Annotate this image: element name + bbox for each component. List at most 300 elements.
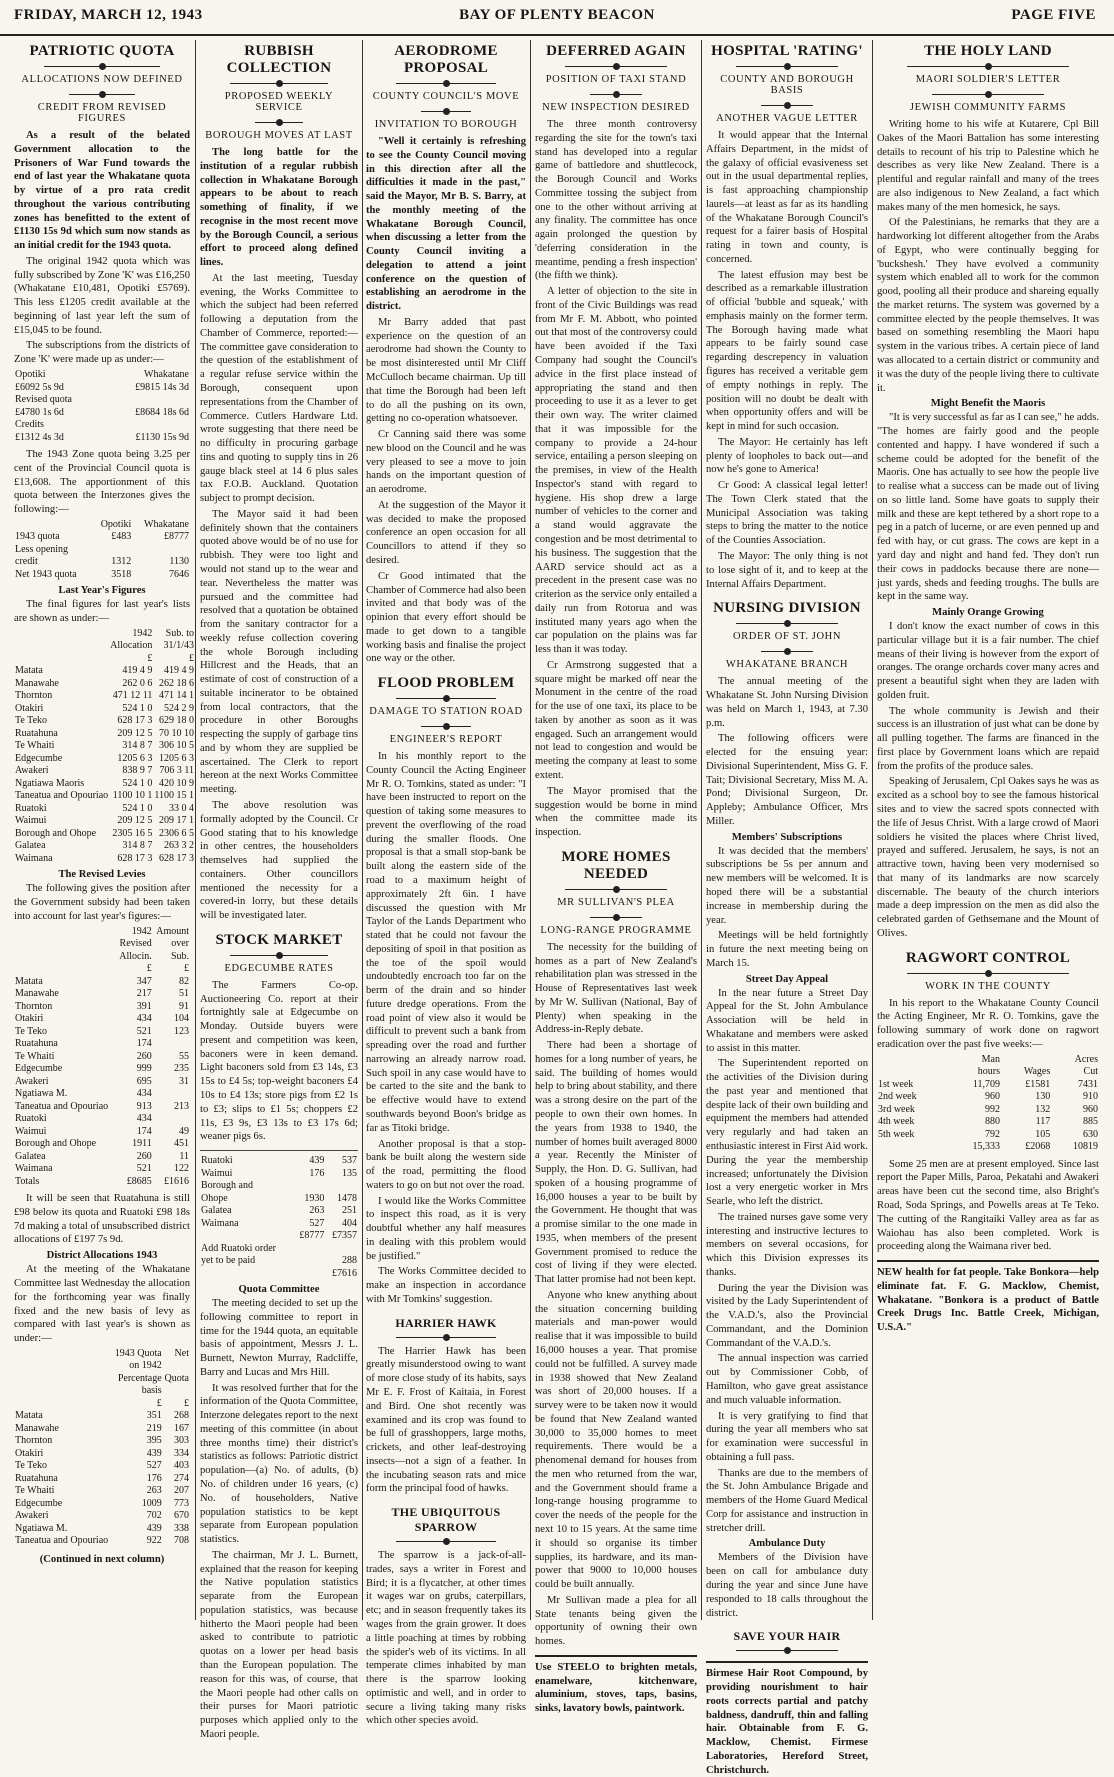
- table-row: [14, 640, 195, 653]
- table-row: [14, 432, 190, 445]
- headline: AERODROME PROPOSAL: [394, 43, 498, 76]
- table-cell: Borough and Ohope: [15, 1138, 97, 1150]
- table-cell: Thornton: [15, 1000, 53, 1012]
- table-cell: 123: [174, 1025, 189, 1037]
- table-cell: 3518: [111, 568, 132, 580]
- table-cell: [106, 394, 190, 407]
- table-cell: 49: [179, 1125, 189, 1137]
- section-subhead: Last Year's Figures: [58, 585, 146, 597]
- table-cell: 10819: [1073, 1141, 1098, 1153]
- headline: NURSING DIVISION: [713, 600, 861, 617]
- table-row: [200, 1255, 358, 1268]
- table-cell: 268: [174, 1410, 189, 1422]
- table-cell: [153, 1038, 190, 1051]
- table-cell: 521: [136, 1163, 152, 1175]
- table-row: [14, 690, 195, 703]
- table-cell: [14, 1360, 112, 1373]
- paragraph: The Mayor said it had been definitely shown that the containers quoted above would be of no use for rubbish. They were too light and would not stand up to the wear and tear. Nevertheless the matter was pursued and the committee had resolved that a quotation be obtained from the sanitary contractor for a weekly refuse collection covering the whole Borough including Hillcrest and the Heads, that an estimate of cost of construction of a suitable incinerator to be obtained from local contractors, that the procedure in other Boroughs respecting the supply of garbage tins and by whom they are supplied be ascertained. The Clerk to report hereon at the next Works Committee meeting.: [200, 508, 358, 796]
- table-cell: 1st week: [878, 1078, 914, 1090]
- data-table: [14, 519, 190, 582]
- table-cell: £: [184, 1397, 189, 1409]
- table-cell: 524 1 0: [122, 777, 153, 789]
- table-cell: 105: [1035, 1128, 1051, 1140]
- table-cell: 838 9 7: [122, 765, 153, 777]
- table-cell: 434: [136, 1013, 152, 1025]
- paragraph: Cr Armstrong suggested that a square might be marked off near the Monument in the centre of the road for the use of one taxi, its place to be taken by another as soon as it was engaged. Such an arrangement would not lead to congestion and would be meeting the company at least to some extent.: [535, 659, 697, 781]
- subheading-secondary: INVITATION TO BOROUGH: [374, 119, 518, 130]
- table-row: [877, 1116, 1099, 1129]
- table-cell: Ruatoki: [201, 1155, 233, 1167]
- table-row: [14, 1051, 190, 1064]
- table-cell: 1942: [132, 627, 153, 639]
- article: [366, 672, 526, 1307]
- paragraph: The Works Committee decided to make an inspection in accordance with Mr Tomkins' suggestion.: [366, 1266, 526, 1305]
- table-cell: 395: [146, 1435, 162, 1447]
- table-cell: 306 10 5: [159, 740, 195, 752]
- article: [706, 40, 868, 591]
- table-cell: 628 17 3: [117, 852, 153, 864]
- table-cell: 132: [1035, 1103, 1051, 1115]
- table-cell: £9815 14s 3d: [135, 381, 189, 393]
- rule-ornament: [396, 1537, 496, 1546]
- table-cell: 11: [179, 1150, 189, 1162]
- table-cell: Totals: [15, 1175, 40, 1187]
- table-row: [14, 569, 190, 582]
- table-cell: [877, 1141, 949, 1154]
- table-cell: 471 14 1: [159, 690, 195, 702]
- table-cell: Sub. to: [165, 627, 195, 639]
- table-cell: 174: [136, 1038, 152, 1050]
- table-cell: 403: [174, 1460, 189, 1472]
- table-cell: 1130: [169, 556, 189, 568]
- headline: DEFERRED AGAIN: [546, 43, 686, 59]
- table-cell: Te Whaiti: [15, 740, 55, 752]
- rule-ornament: [565, 62, 667, 71]
- table-cell: Add Ruatoki order: [201, 1242, 276, 1254]
- table-row: [877, 1079, 1099, 1092]
- table-cell: 31/1/43: [163, 640, 195, 652]
- table-cell: Quota: [164, 1372, 189, 1384]
- table-cell: Manawahe: [15, 988, 59, 1000]
- article: [200, 40, 358, 923]
- paragraph: Another proposal is that a stop-bank be built along the western side of the road, permitting the flood waters to go on but not over the road.: [366, 1138, 526, 1191]
- headline: HARRIER HAWK: [395, 1315, 497, 1330]
- table-cell: 217: [136, 988, 152, 1000]
- paragraph: Speaking of Jerusalem, Cpl Oakes says he was as excited as a school boy to see the famous historical sites and to view the sacred spots connected with the life of Jesus Christ. With a large crowd of Maori soldiers he visited the places where Christ lived, prayed and suffered. Jerusalem, he says, is not an attractive town, having been very modernised so that many of its landmarks are now scarcely discernable. The beauty of the church interiors made a deep impression on the men as did also the celebrated garden of Gethsemane and the Mount of Olives.: [877, 776, 1099, 939]
- column-6: [877, 40, 1099, 1622]
- table-cell: [325, 1243, 358, 1256]
- data-table: [14, 926, 190, 1189]
- table-cell: 913: [136, 1100, 152, 1112]
- paragraph: Mr Barry added that past experience on the question of an aerodrome had shown the County to be most disinterested until Mr Cliff McCulloch became chairman. Up till that time the Borough had been left to do all the pushing on its own, getting no co-operation whatsoever.: [366, 316, 526, 425]
- table-cell: 7646: [169, 568, 189, 580]
- table-cell: Thornton: [15, 1435, 53, 1447]
- table-cell: 1930: [304, 1192, 325, 1204]
- paragraph: I would like the Works Committee to inspect this road, as it is very doubtful whether any half measures in dealing with this problem would be justified.": [366, 1195, 526, 1262]
- table-cell: Thornton: [15, 690, 53, 702]
- table-cell: £4780 1s 6d: [15, 406, 64, 418]
- paragraph: In his monthly report to the County Council the Acting Engineer Mr R. O. Tomkins, stated as under: "I have been instructed to report on the question of taking some measures to prevent the overflowing of the road during the smaller floods. One proposal is that a small stop-bank be built along the eastern side of the road to a maximum height of approximately 2ft 6in. I have discussed the question with Mr Taylor of the Lands Department who stated that he could not favour the depositing of spoil in that position as the toe of the spoil would undoubtedly encroach too far on the berm of the drain and so hinder future dredge operations. From the road point of view also it would be difficult to prevent such a bank from spreading over the road and further narrowing an already narrow road. Such spoil in any case would have to be carted to the site and the bank to be effective would have to extend southwards beyond Boon's bridge as far as Titoki bridge.: [366, 751, 526, 1134]
- table-cell: 910: [1083, 1091, 1098, 1103]
- paragraph: Of the Palestinians, he remarks that they are a hardworking lot different altogether from the Arabs of Egypt, who were continually begging for 'buckshesh.' They have evolved a community system which enabled all to work for the common good, pooling all their produce and shareing equally the market returns. The system was governed by a committee elected by the people themselves. It was based on something resembling the Maori hapu system in the various tribes. A certain piece of land was allocated to a certain district or community and it was the duty of the people living there to cultivate it.: [877, 217, 1099, 394]
- article: [200, 929, 358, 1742]
- table-cell: Ruatoki: [15, 802, 47, 814]
- table-cell: Awakeri: [15, 1075, 49, 1087]
- table-cell: £: [184, 963, 189, 975]
- paragraph: The three month controversy regarding the site for the town's taxi stand has developed into a regular game of battledore and shuttlecock, the Borough Council and Works Committee tossing the subject from one to the other without arriving at any finality. The committee has once again prolonged the question by 'deferring consideration in the meantime, pending a fresh inspection' (the fifth we think).: [535, 119, 697, 282]
- headline: PATRIOTIC QUOTA: [29, 43, 175, 59]
- subheading-secondary: WHAKATANE BRANCH: [725, 659, 849, 671]
- table-cell: Edgecumbe: [15, 1497, 63, 1509]
- table-row: [14, 1435, 190, 1448]
- rule-ornament: [396, 694, 496, 703]
- headline: RUBBISH COLLECTION: [226, 43, 332, 76]
- paragraph: The Harrier Hawk has been greatly misunderstood owing to want of more close study of its habits, says Mr E. F. Frost of Kaitaia, in Forest and Bird. One shot recently was examined and its crop was found to be full of grasshoppers, large moths, crickets, and other leaf-destroying insects—not a sign of a feather. In the incubating season rats and mice form the principal food of hawks.: [366, 1345, 526, 1495]
- table-cell: 207: [174, 1485, 189, 1497]
- table-row: [877, 1066, 1099, 1079]
- table-cell: 999: [136, 1063, 152, 1075]
- paragraph: The trained nurses gave some very interesting and instructive lectures to members on several occasions, for which this Division expresses its thanks.: [706, 1211, 868, 1278]
- article: [366, 1313, 526, 1496]
- table-cell: [153, 1113, 190, 1126]
- table-cell: 7431: [1078, 1078, 1098, 1090]
- table-cell: £1130 15s 9d: [135, 431, 189, 443]
- table-cell: Ngatiawa M.: [15, 1522, 68, 1534]
- table-cell: £: [156, 1397, 162, 1409]
- table-cell: 130: [1035, 1091, 1051, 1103]
- table-cell: Borough and Ohope: [15, 827, 97, 839]
- rule-ornament: [907, 62, 1069, 71]
- paragraph: I don't know the exact number of cows in this particular village but it is a fair number. The chief means of their living is however from the export of oranges. The orange orchards cover many acres and present a beautiful sight when they are laden with golden fruit.: [877, 621, 1099, 701]
- headline: HOSPITAL 'RATING': [711, 43, 863, 59]
- paragraph: The latest effusion may best be described as a remarkable illustration of official 'bubble and squeak,' with emphasis mainly on the former term. The Borough having made what appears to be fairly sound case regarding descrepency in valuation figures has received a veritable gem of empty nothings in reply. The position will no doubt be dealt with when opportunity offers and will be kept in mind for such occasion.: [706, 269, 868, 433]
- article: [706, 597, 868, 1620]
- table-cell: 260: [136, 1150, 152, 1162]
- paragraph: In the near future a Street Day Appeal for the St. John Ambulance Association will be held in Whakatane and members were asked to assist in this matter.: [706, 987, 868, 1054]
- paragraph: The whole community is Jewish and their success is an illustration of just what can be done by all pulling together. The farms are financed in the first place by Government loans which are repaid from the profits of the produce sales.: [877, 705, 1099, 772]
- table-cell: Wages: [1023, 1066, 1051, 1078]
- table-row: [14, 1498, 190, 1511]
- paragraph: The chairman, Mr J. L. Burnett, explained that the reason for keeping the Native population statistics separate from the European population statistics, was because hitherto the Maori people had been asked to contribute to patriotic quotas on a lower per head basis than the European population. The reason for this was, of course, that the Maori people had other calls on their purses for Maori patriotic purposes which applied only to the Maori people.: [200, 1549, 358, 1740]
- table-cell: [14, 951, 116, 964]
- table-cell: 314 8 7: [122, 840, 153, 852]
- table-cell: [14, 1398, 112, 1411]
- table-cell: Percentage: [117, 1372, 162, 1384]
- table-cell: 263 3 2: [164, 840, 195, 852]
- table-cell: on 1942: [129, 1360, 162, 1372]
- table-cell: yet to be paid: [201, 1255, 256, 1267]
- table-row: [14, 556, 190, 569]
- paragraph: The above resolution was formally adopted by the Council. Cr Good stating that to his knowledge in other centres, the householders themselves had supplied the containers. Other councillors mentioned the necessity for a covered-in lorry, but these details will be investigated later.: [200, 799, 358, 922]
- table-row: [14, 1113, 190, 1126]
- table-cell: £1312 4s 3d: [15, 431, 64, 443]
- subheading-secondary: CREDIT FROM REVISED FIGURES: [37, 102, 167, 124]
- paragraph: Meetings will be held fortnightly in future the next meeting being on March 15.: [706, 930, 868, 969]
- subheading: DAMAGE TO STATION ROAD: [369, 706, 523, 718]
- table-cell: 773: [174, 1497, 189, 1509]
- table-cell: [293, 1255, 326, 1268]
- table-row: [14, 1101, 190, 1114]
- table-row: [14, 665, 195, 678]
- table-cell: 209 17 1: [159, 815, 195, 827]
- table-cell: Te Whaiti: [15, 1485, 55, 1497]
- table-row: [200, 1230, 358, 1243]
- headline: SAVE YOUR HAIR: [733, 1629, 841, 1644]
- table-cell: [14, 653, 109, 666]
- table-cell: [14, 640, 109, 653]
- table-cell: 263: [146, 1485, 162, 1497]
- paragraph: As a result of the belated Government allocation to the Prisoners of War Fund towards the end of last year the Whakatane quota by virtue of a pro rata credit throughout the various contributing zones has benefitted to the extent of £1130 15s 9d which sum now stands as an initial credit for the 1943 quota.: [14, 130, 190, 252]
- table-cell: 1942: [131, 925, 152, 937]
- table-cell: 527: [309, 1217, 325, 1229]
- table-cell: 537: [342, 1155, 357, 1167]
- rule-ornament: [565, 885, 667, 894]
- table-cell: 174: [136, 1125, 152, 1137]
- table-cell: 960: [1083, 1103, 1098, 1115]
- table-row: [14, 963, 190, 976]
- advertisement: NEW health for fat people. Take Bonkora—help eliminate fat. F. G. Macklow, Chemist, Whakatane. "Bonkora is a product of Battle Creek Drugs Inc. Battle Creek, Michigan, U.S.A.": [877, 1260, 1099, 1335]
- article: [706, 1626, 868, 1655]
- paragraph: The following gives the position after the Government subsidy had been taken into account for last year's figures:—: [14, 883, 190, 922]
- table-row: [200, 1193, 358, 1206]
- table-row: [200, 1218, 358, 1231]
- table-row: [14, 1026, 190, 1039]
- table-cell: 1009: [141, 1497, 162, 1509]
- table-cell: 524 1 0: [122, 702, 153, 714]
- table-row: [14, 1063, 190, 1076]
- table-cell: Galatea: [201, 1205, 232, 1217]
- table-cell: 706 3 11: [159, 765, 195, 777]
- table-cell: Galatea: [15, 840, 46, 852]
- table-cell: 209 12 5: [117, 815, 153, 827]
- rule-ornament: [396, 79, 496, 88]
- table-cell: 260: [136, 1050, 152, 1062]
- table-cell: 347: [136, 975, 152, 987]
- column-1: [14, 40, 195, 1622]
- column-2: [200, 40, 358, 1740]
- table-cell: 263: [309, 1205, 325, 1217]
- table-cell: 404: [342, 1217, 357, 1229]
- headline: RAGWORT CONTROL: [905, 949, 1071, 966]
- table-cell: Otakiri: [15, 1013, 44, 1025]
- rule-ornament: [761, 647, 813, 656]
- table-cell: 176: [309, 1167, 325, 1179]
- paragraph: The annual inspection was carried out by Commissioner Cobb, of Hamilton, who gave great assistance and much valuable information.: [706, 1353, 868, 1406]
- table-cell: 209 12 5: [117, 727, 153, 739]
- table-cell: 708: [174, 1535, 189, 1547]
- table-cell: 628 17 3: [159, 852, 195, 864]
- table-row: [14, 394, 190, 407]
- table-cell: Sub.: [170, 950, 189, 962]
- table-cell: Amount: [156, 925, 189, 937]
- table-cell: 2nd week: [878, 1091, 917, 1103]
- masthead-title: BAY OF PLENTY BEACON: [459, 7, 655, 23]
- table-row: [14, 1176, 190, 1189]
- table-cell: [14, 1373, 112, 1386]
- table-cell: 51: [179, 988, 189, 1000]
- table-row: [14, 1510, 190, 1523]
- column-rule: [195, 40, 196, 1620]
- column-5: [706, 40, 868, 1776]
- table-cell: [14, 926, 116, 939]
- table-cell: £8777: [164, 531, 189, 543]
- headline: THE UBIQUITOUS SPARROW: [391, 1505, 501, 1535]
- table-row: [14, 1448, 190, 1461]
- rule-ornament: [761, 101, 813, 110]
- table-row: [14, 753, 195, 766]
- table-cell: [293, 1180, 326, 1193]
- table-cell: 521: [136, 1025, 152, 1037]
- paragraph: Cr Canning said there was some new blood on the Council and he was very pleased to see a move to join hands on the important question of an aerodrome.: [366, 429, 526, 496]
- advertisement: Use STEELO to brighten metals, enamelware, kitchenware, aluminium, stoves, taps, basins, sinks, lavatory bowls, paintwork.: [535, 1655, 697, 1716]
- paragraph: The Mayor: The only thing is not to lose sight of it, and to keep at the Internal Affairs Department.: [706, 550, 868, 590]
- table-row: [14, 531, 190, 544]
- table-row: [200, 1243, 358, 1256]
- table-row: [877, 1104, 1099, 1117]
- data-table: [200, 1155, 358, 1280]
- table-cell: 338: [174, 1522, 189, 1534]
- table-cell: 70 10 10: [159, 727, 195, 739]
- table-cell: £7357: [332, 1230, 357, 1242]
- headline: FLOOD PROBLEM: [377, 675, 515, 692]
- table-cell: Waimana: [201, 1217, 239, 1229]
- table-row: [14, 1398, 190, 1411]
- table-row: [14, 840, 195, 853]
- table-cell: 219: [146, 1422, 162, 1434]
- table-cell: 135: [342, 1167, 357, 1179]
- subheading-secondary: LONG-RANGE PROGRAMME: [540, 924, 692, 936]
- table-cell: 792: [984, 1128, 1000, 1140]
- rule-ornament: [421, 107, 471, 116]
- table-cell: £: [147, 652, 153, 664]
- paragraph: The final figures for last year's lists are shown as under:—: [14, 599, 190, 625]
- paragraph: At the meeting of the Whakatane Committee last Wednesday the allocation for the forthcoming year was finally fixed and the new basis of levy as compared with last year's is shown as under:—: [14, 1264, 190, 1345]
- table-row: [14, 1473, 190, 1486]
- paragraph: Thanks are due to the members of the St. John Ambulance Brigade and members of the Home Guard Medical Corp for assistance and instruction in stretcher drill.: [706, 1467, 868, 1534]
- paragraph: The meeting decided to set up the following committee to report in time for the 1944 quota, an equitable basis of appointment, Messrs J. L. Burnett, Newton Murray, Radcliffe, Barry and Lucas and Mrs Hill.: [200, 1298, 358, 1378]
- table-row: [14, 1151, 190, 1164]
- table-row: [14, 678, 195, 691]
- rule-ornament: [932, 90, 1044, 99]
- table-row: [14, 1410, 190, 1423]
- table-cell: Ngatiawa Maoris: [15, 777, 85, 789]
- rule-ornament: [736, 62, 838, 71]
- table-row: [14, 1360, 190, 1373]
- table-row: [200, 1205, 358, 1218]
- table-cell: £8685: [126, 1175, 152, 1187]
- subheading: MAORI SOLDIER'S LETTER: [915, 74, 1061, 85]
- table-row: [200, 1168, 358, 1181]
- paragraph: Some 25 men are at present employed. Since last report the Paper Mills, Paroa, Pekatahi and Awakeri areas have been cut the second time, also Bright's Road, Soda Springs, and Powells areas at Te Teko. The cutting of the Rangitaiki Valley area as far as Waiohau has also been completed. Work is proceeding along the Waimana river bed.: [877, 1158, 1099, 1253]
- table-cell: Matata: [15, 1410, 43, 1422]
- table-cell: Ruatahuna: [15, 1038, 58, 1050]
- subheading: POSITION OF TAXI STAND: [545, 74, 687, 85]
- table-row: [200, 1180, 358, 1193]
- table-row: [14, 519, 190, 532]
- paragraph: Mr Sullivan made a plea for all State tenants being given the opportunity of owning their own homes.: [535, 1594, 697, 1648]
- table-row: [14, 1001, 190, 1014]
- article: [366, 1502, 526, 1728]
- table-cell: 4th week: [878, 1116, 915, 1128]
- section-subhead: Mainly Orange Growing: [932, 607, 1044, 619]
- table-cell: 524 2 9: [164, 702, 195, 714]
- table-cell: Taneatua and Opouriao: [15, 1535, 109, 1547]
- rule-ornament: [421, 722, 471, 731]
- table-row: [14, 976, 190, 989]
- subheading: COUNTY AND BOROUGH BASIS: [720, 74, 854, 96]
- subheading: ORDER OF ST. JOHN: [732, 631, 842, 643]
- subheading: WORK IN THE COUNTY: [925, 980, 1051, 992]
- article: [535, 40, 697, 840]
- table-cell: 262 18 6: [159, 677, 195, 689]
- paragraph: The original 1942 quota which was fully subscribed by Zone 'K' was £16,250 (Whakatane £10,481, Opotiki £5769). This less £1205 credit available at the beginning of last year left the sum of £15,045 to be found.: [14, 255, 190, 336]
- table-row: [877, 1129, 1099, 1142]
- table-cell: 527: [146, 1460, 162, 1472]
- table-cell: 303: [174, 1435, 189, 1447]
- subheading: EDGECUMBE RATES: [224, 962, 334, 974]
- paragraph: A letter of objection to the site in front of the Civic Buildings was read from Mr F. M. Abbott, who pointed out that most of the controversy could have been avoided if the Taxi Company had sought the Council's advice in the first place instead of appropriating the stand and then proceeding to use it as a lever to get their own way. The writer claimed that it was impossible for the company to provide a 24-hour service, entailing a person sleeping on the premises, in view of the Health Inspector's stand with regard to hygiene. His shop drew a large number of vehicles to the corner and a stand would aggravate the congestion and be most detrimental to his business. The suggestion that the AARD service should act as a precedent in the present case was no criterion as the service only entailed a daily run from Rotorua and was instituted many years ago when the car population on the plains was far less than it was today.: [535, 286, 697, 656]
- continued-note: (Continued in next column): [39, 1553, 165, 1565]
- table-row: [200, 1155, 358, 1168]
- section-subhead: Members' Subscriptions: [731, 831, 843, 843]
- paragraph: There had been a shortage of homes for a long number of years, he said. The building of homes would help to bring about stability, and there was a strong desire on the part of the people to own their own homes. In the years from 1938 to 1940, the number of homes built averaged 8000 a year. Recently the Minister of Supply, the Hon. D. G. Sullivan, had spoken of a housing programme of 16,000 houses a year to be built by the Government. He thought that was a promise similar to the one made in 1935, when members of the present Government promised to reduce the cost of living if they were elected. That latter promise had not been kept.: [535, 1040, 697, 1286]
- table-cell: 2306 6 5: [159, 827, 195, 839]
- table-cell: Less opening: [15, 543, 69, 555]
- table-cell: £8684 18s 6d: [135, 406, 189, 418]
- article: [366, 40, 526, 666]
- paragraph: The Mayor promised that the suggestion would be borne in mind when the committee made its inspection.: [535, 785, 697, 839]
- table-cell: 702: [146, 1510, 162, 1522]
- table-cell: [293, 1243, 326, 1256]
- table-cell: 391: [136, 1000, 152, 1012]
- table-cell: Waimui: [15, 1125, 47, 1137]
- table-cell: 33 0 4: [169, 802, 195, 814]
- table-cell: 235: [174, 1063, 189, 1075]
- table-cell: [106, 419, 190, 432]
- table-cell: 5th week: [878, 1128, 915, 1140]
- table-row: [14, 1138, 190, 1151]
- table-cell: Waimui: [201, 1167, 233, 1179]
- table-cell: 104: [174, 1013, 189, 1025]
- data-table: [14, 1348, 190, 1548]
- paragraph: Anyone who knew anything about the situation concerning building materials and man-power would realise that it was impossible to build 16,000 houses a year. That promise could not be fulfilled. A survey made in 1938 showed that New Zealand was short of 20,000 houses. If a survey were to be taken now it would be found that New Zealand wanted 30,000 to 35,000 homes to meet requirements. There would be a phenomenal demand for houses from the men who returned from the war, and the Government should frame a long-range housing programme to cover the needs of the people for the next 10 to 15 years. At the same time it should so organise its timber supplies, its hardware, and its man-power that 9000 to 10,000 houses could be built annually.: [535, 1289, 697, 1591]
- section-subhead: Might Benefit the Maoris: [930, 398, 1046, 410]
- table-row: [14, 1348, 190, 1361]
- table-cell: Otakiri: [15, 702, 44, 714]
- rule-ornament: [255, 118, 303, 127]
- table-cell: 314 8 7: [122, 740, 153, 752]
- paragraph: At the last meeting, Tuesday evening, the Works Committee to which the subject had been referred following a deputation from the Chamber of Commerce, reported:—The committee gave consideration to the question of the establishment of a regular refuse service within the Borough, consequent upon representations from the Chamber of Commerce. Cutlers Hardware Ltd. wrote suggesting that there need be no difficulty in procuring garbage tins and quoting to supply tins in 26 gauge black steel at 14 6 plus sales tax F.O.B. Auckland. Quotation subject to prompt decision.: [200, 272, 358, 505]
- column-4: [535, 40, 697, 1715]
- table-row: [14, 419, 190, 432]
- table-cell: Te Whaiti: [15, 1050, 55, 1062]
- section-subhead: Quota Committee: [238, 1284, 320, 1296]
- rule-ornament: [69, 90, 135, 99]
- table-cell: Manawahe: [15, 677, 59, 689]
- table-cell: Te Teko: [15, 715, 48, 727]
- paragraph: Members of the Division have been on call for ambulance duty during the year and since June have responded to 18 calls throughout the district.: [706, 1552, 868, 1619]
- table-row: [14, 1373, 190, 1386]
- paragraph: Cr Good intimated that the Chamber of Commerce had also been invited and that body was of the opinion that every effort should be made to get down to a tangible working basis and finalise the project one way or the other.: [366, 570, 526, 665]
- table-row: [14, 1485, 190, 1498]
- table-cell: Edgecumbe: [15, 752, 63, 764]
- rule-ornament: [736, 1646, 838, 1655]
- table-cell: 439: [146, 1447, 162, 1459]
- table-cell: 262 0 6: [122, 677, 153, 689]
- table-cell: 960: [984, 1091, 1000, 1103]
- table-cell: over: [171, 938, 189, 950]
- table-cell: Te Teko: [15, 1460, 48, 1472]
